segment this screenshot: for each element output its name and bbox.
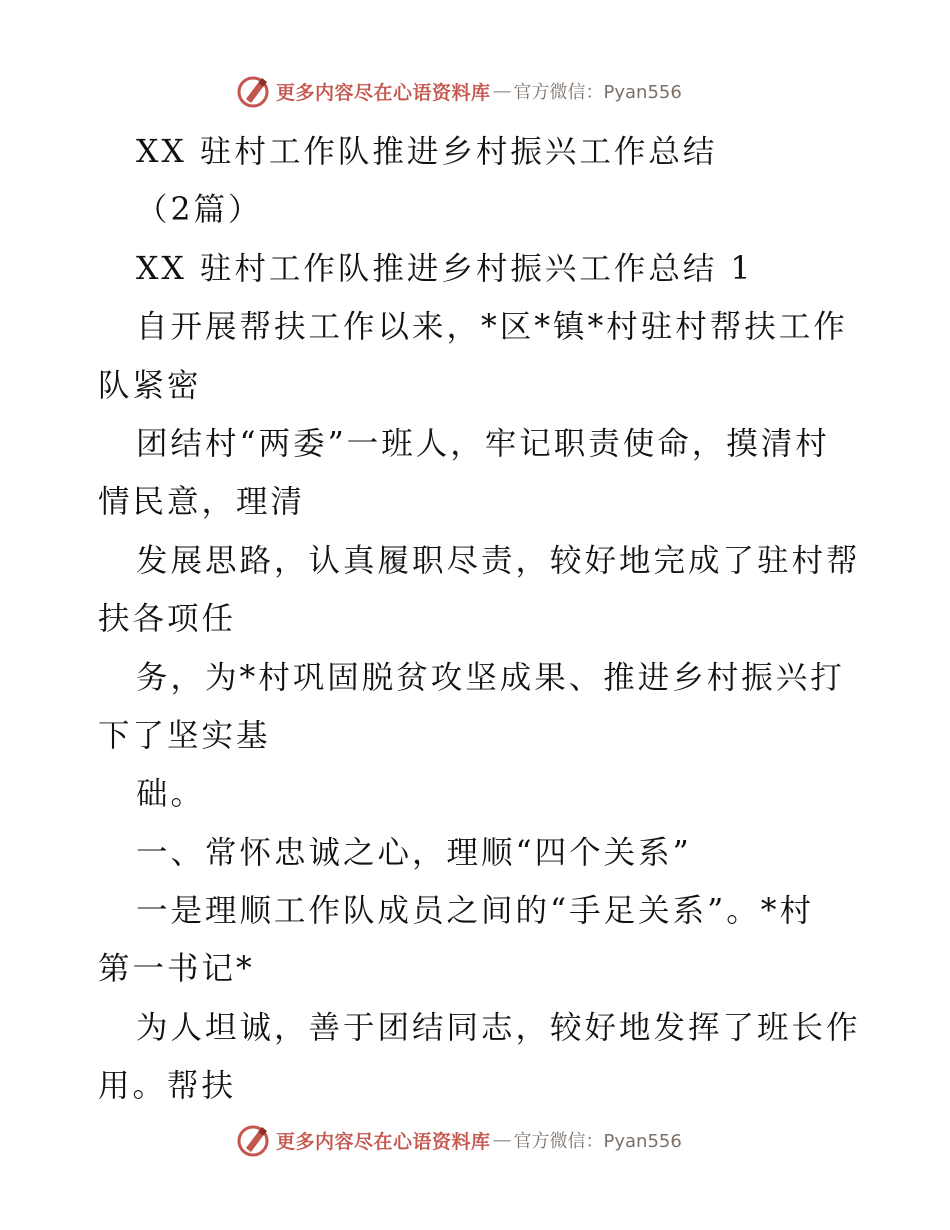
paragraph-line: 情民意，理清 [98,484,306,521]
paragraph-line: 一是理顺工作队成员之间的“手足关系”。*村 [136,893,814,930]
paragraph-line: 用。帮扶 [98,1068,237,1105]
doc-title: XX 驻村工作队推进乡村振兴工作总结 [136,134,718,170]
paragraph-line: 础。 [136,776,206,813]
paragraph-line: 第一书记* [98,951,255,988]
header-separator: — [492,80,512,102]
heading-line: 一、常怀忠诚之心，理顺“四个关系” [136,834,692,871]
paragraph-line: 扶各项任 [98,601,237,638]
pen-logo-icon [236,1122,272,1158]
footer-banner [236,1120,682,1160]
paragraph-line: 务，为*村巩固脱贫攻坚成果、推进乡村振兴打 [136,659,845,696]
footer-slogan: 更多内容尽在心语资料库 [276,1130,491,1153]
header-account: 官方微信：Pyan556 [513,82,682,103]
header-banner [236,71,682,111]
paragraph-line: 发展思路，认真履职尽责，较好地完成了驻村帮 [136,542,861,579]
header-slogan: 更多内容尽在心语资料库 [276,81,491,104]
doc-subtitle: （2篇） [136,192,263,229]
document-body [98,123,861,1116]
paragraph-line: 下了坚实基 [98,717,271,754]
section-title: XX 驻村工作队推进乡村振兴工作总结 1 [136,250,754,287]
footer-separator: — [492,1129,512,1151]
footer-account: 官方微信：Pyan556 [513,1131,682,1152]
paragraph-line: 为人坦诚，善于团结同志，较好地发挥了班长作 [136,1009,861,1046]
paragraph-line: 自开展帮扶工作以来，*区*镇*村驻村帮扶工作 [136,309,848,346]
paragraph-line: 团结村“两委”一班人，牢记职责使命，摸清村 [136,425,830,462]
pen-logo-icon [236,73,272,109]
paragraph-line: 队紧密 [98,367,202,404]
